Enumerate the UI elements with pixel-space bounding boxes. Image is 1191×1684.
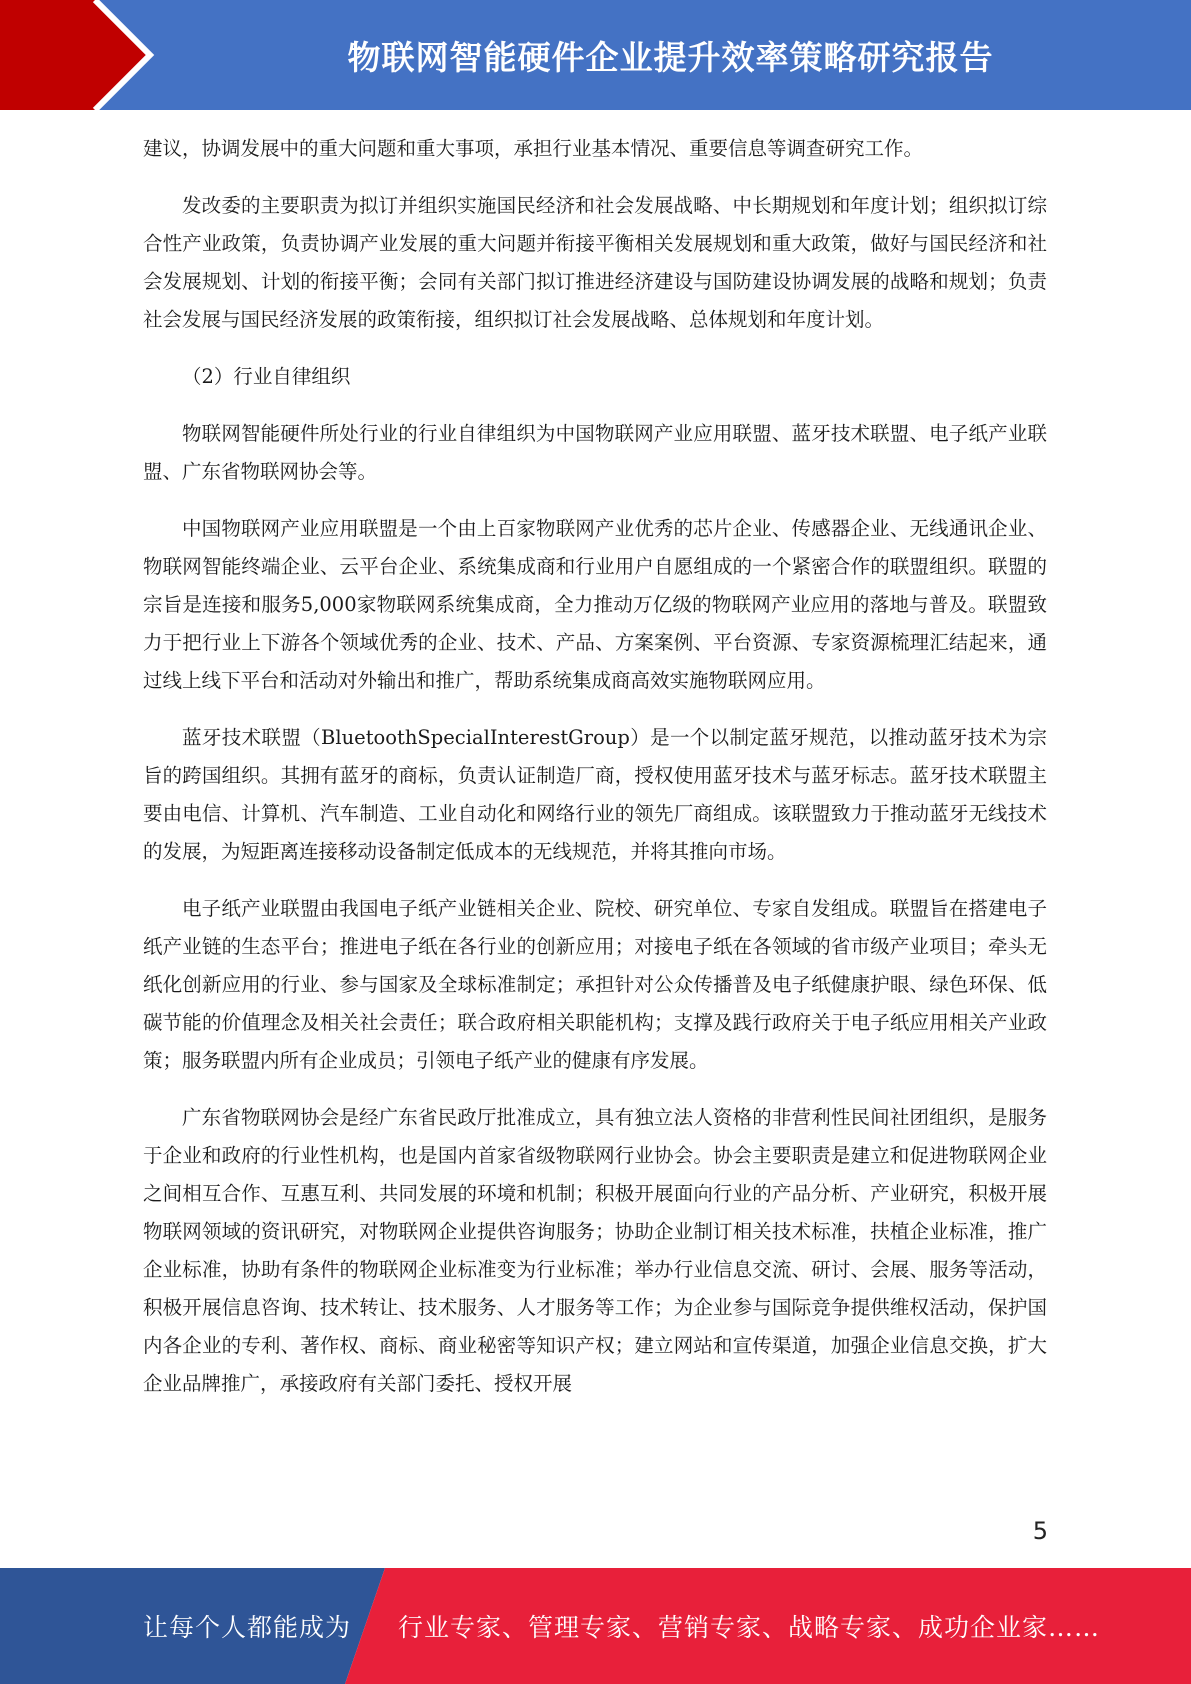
page-number: 5 <box>1032 1517 1048 1545</box>
page-header <box>0 0 1191 110</box>
paragraph: 发改委的主要职责为拟订并组织实施国民经济和社会发展战略、中长期规划和年度计划；组织拟订综合性产业政策，负责协调产业发展的重大问题并衔接平衡相关发展规划和重大政策，做好与国民经济和社会发展规划、计划的衔接平衡；会同有关部门拟订推进经济建设与国防建设协调发展的战略和规划；负责社会发展与国民经济发展的政策衔接，组织拟订社会发展战略、总体规划和年度计划。 <box>143 194 1047 331</box>
section-heading: （2）行业自律组织 <box>182 365 351 388</box>
paragraph: 蓝牙技术联盟（BluetoothSpecialInterestGroup）是一个以制定蓝牙规范，以推动蓝牙技术为宗旨的跨国组织。其拥有蓝牙的商标，负责认证制造厂商，授权使用蓝牙技术与蓝牙标志。蓝牙技术联盟主要由电信、计算机、汽车制造、工业自动化和网络行业的领先厂商组成。该联盟致力于推动蓝牙无线技术的发展，为短距离连接移动设备制定低成本的无线规范，并将其推向市场。 <box>143 726 1047 863</box>
body-text <box>143 130 1047 1422</box>
paragraph: 中国物联网产业应用联盟是一个由上百家物联网产业优秀的芯片企业、传感器企业、无线通讯企业、物联网智能终端企业、云平台企业、系统集成商和行业用户自愿组成的一个紧密合作的联盟组织。联盟的宗旨是连接和服务5,000家物联网系统集成商，全力推动万亿级的物联网产业应用的落地与普及。联盟致力于把行业上下游各个领域优秀的企业、技术、产品、方案案例、平台资源、专家资源梳理汇结起来，通过线上线下平台和活动对外输出和推广，帮助系统集成商高效实施物联网应用。 <box>143 517 1047 692</box>
paragraph: 电子纸产业联盟由我国电子纸产业链相关企业、院校、研究单位、专家自发组成。联盟旨在搭建电子纸产业链的生态平台；推进电子纸在各行业的创新应用；对接电子纸在各领域的省市级产业项目；牵头无纸化创新应用的行业、参与国家及全球标准制定；承担针对公众传播普及电子纸健康护眼、绿色环保、低碳节能的价值理念及相关社会责任；联合政府相关职能机构；支撑及践行政府关于电子纸应用相关产业政策；服务联盟内所有企业成员；引领电子纸产业的健康有序发展。 <box>143 897 1047 1072</box>
page-footer <box>0 1568 1191 1684</box>
footer-slogan-left: 让每个人都能成为 <box>143 1613 352 1642</box>
paragraph: 广东省物联网协会是经广东省民政厅批准成立，具有独立法人资格的非营利性民间社团组织，是服务于企业和政府的行业性机构，也是国内首家省级物联网行业协会。协会主要职责是建立和促进物联网企业之间相互合作、互惠互利、共同发展的环境和机制；积极开展面向行业的产品分析、产业研究，积极开展物联网领域的资讯研究，对物联网企业提供咨询服务；协助企业制订相关技术标准，扶植企业标准，推广企业标准，协助有条件的物联网企业标准变为行业标准；举办行业信息交流、研讨、会展、服务等活动，积极开展信息咨询、技术转让、技术服务、人才服务等工作；为企业参与国际竞争提供维权活动，保护国内各企业的专利、著作权、商标、商业秘密等知识产权；建立网站和宣传渠道，加强企业信息交换，扩大企业品牌推广，承接政府有关部门委托、授权开展 <box>143 1106 1047 1395</box>
paragraph: 建议，协调发展中的重大问题和重大事项，承担行业基本情况、重要信息等调查研究工作。 <box>143 137 924 160</box>
report-title: 物联网智能硬件企业提升效率策略研究报告 <box>347 37 994 77</box>
footer-slogan-right: 行业专家、管理专家、营销专家、战略专家、成功企业家…… <box>398 1613 1101 1642</box>
paragraph: 物联网智能硬件所处行业的行业自律组织为中国物联网产业应用联盟、蓝牙技术联盟、电子纸产业联盟、广东省物联网协会等。 <box>143 422 1047 483</box>
